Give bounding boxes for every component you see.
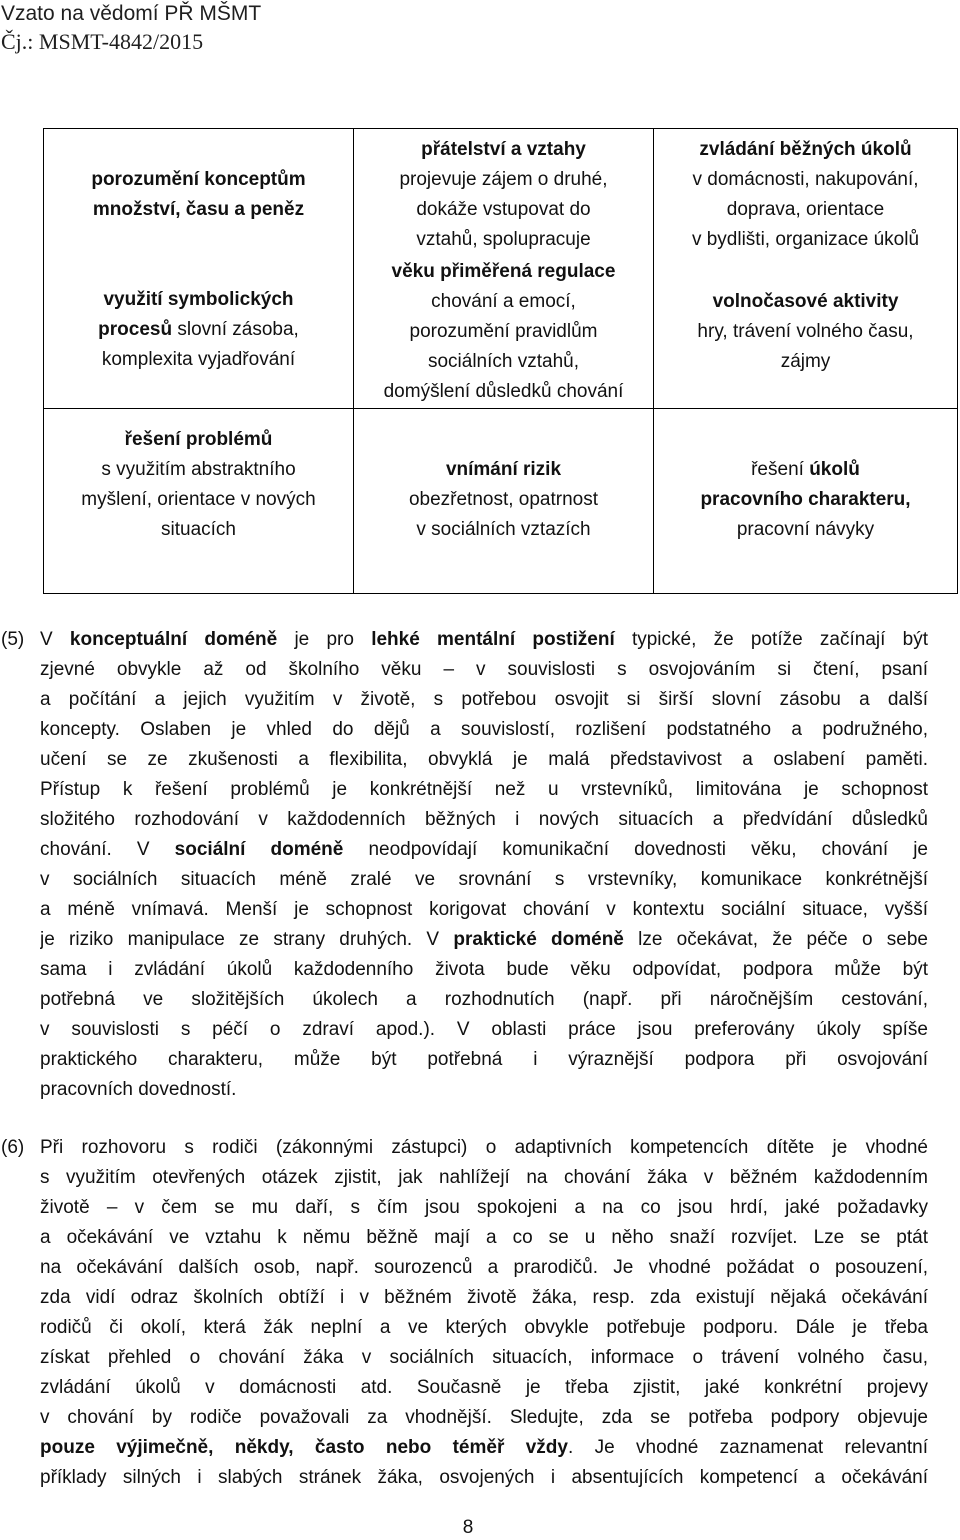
text-run: pracovních dovedností.: [40, 1079, 237, 1100]
bold-text-run: množství, času a peněz: [92, 199, 305, 220]
text-run: a méně vnímavá. Menší je schopnost korigovat chování v kontextu sociální situace, vyšší: [40, 899, 928, 920]
table-cell-item: [44, 285, 353, 375]
text-line: [354, 165, 653, 195]
text-run: vztahů, spolupracuje: [416, 229, 591, 250]
text-line: [354, 455, 653, 485]
text-line: [654, 225, 957, 255]
text-run: v domácnosti, nakupování,: [692, 169, 919, 190]
bold-text-run: praktické doméně: [453, 929, 624, 950]
text-run: v sociálních vztazích: [416, 519, 591, 540]
text-line: [654, 165, 957, 195]
text-run: lze očekávat, že péče o sebe: [623, 929, 928, 950]
text-line: [44, 345, 353, 375]
bold-text-run: zvládání běžných úkolů: [699, 139, 912, 160]
text-line: [40, 685, 928, 715]
table-cell-item: [654, 287, 957, 377]
text-run: zda vidí odraz školních obtíží i v běžném životě žáka, resp. zda existují nějaká očekávání: [40, 1287, 928, 1308]
text-line: [654, 195, 957, 225]
text-run: učení se ze zkušenosti a flexibilita, obvyklá je malá představivost a oslabení paměti.: [40, 749, 928, 770]
text-line: [654, 287, 957, 317]
text-run: s využitím abstraktního: [101, 459, 296, 480]
row-divider: [44, 408, 957, 409]
bold-text-run: věku přiměřená regulace: [391, 261, 616, 282]
bold-text-run: přátelství a vztahy: [421, 139, 586, 160]
text-run: je riziko manipulace ze strany druhých. V: [40, 929, 454, 950]
text-line: [354, 195, 653, 225]
text-line: [40, 1075, 928, 1105]
text-line: [40, 1163, 928, 1193]
text-run: chování. V: [40, 839, 175, 860]
text-line: [354, 257, 653, 287]
bold-text-run: lehké mentální postižení: [371, 629, 615, 650]
text-run: získat přehled o chování žáka v sociálních situacích, informace o trávení volného času,: [40, 1347, 928, 1368]
text-line: [654, 455, 957, 485]
text-run: rodičů či okolí, která žák neplní a ve kterých obvykle potřebuje podporu. Dále je třeba: [40, 1317, 928, 1338]
text-line: [44, 195, 353, 225]
text-run: chování a emocí,: [431, 291, 576, 312]
text-line: [40, 1313, 928, 1343]
bold-text-run: využití symbolických: [103, 289, 294, 310]
table-cell-item: [654, 455, 957, 545]
text-line: [654, 485, 957, 515]
paragraph-5-text: [40, 625, 928, 1105]
text-run: V: [40, 629, 70, 650]
paragraph-number: (5): [1, 629, 25, 650]
text-line: [654, 135, 957, 165]
table-cell-item: [44, 425, 353, 545]
bold-text-run: porozumění konceptům: [91, 169, 306, 190]
text-run: Při rozhovoru s rodiči (zákonnými zástupci) o adaptivních kompetencích dítěte je vhodné: [40, 1137, 928, 1158]
table-cell-item: [354, 257, 653, 407]
text-line: [40, 625, 928, 655]
text-line: [40, 955, 928, 985]
bold-text-run: úkolů: [809, 459, 860, 480]
text-line: [40, 985, 928, 1015]
text-line: [40, 1015, 928, 1045]
text-line: [44, 515, 353, 545]
text-run: zvládání úkolů v domácnosti atd. Současně je třeba zjistit, jaké konkrétní projevy: [40, 1377, 928, 1398]
text-run: situacích: [161, 519, 236, 540]
text-run: praktického charakteru, může být potřebná i výraznější podpora při osvojování: [40, 1049, 928, 1070]
text-run: a očekávání ve vztahu k němu běžně mají a co se u něho snaží rozvíjet. Lze se ptát: [40, 1227, 928, 1248]
text-line: [654, 347, 957, 377]
text-run: . Je vhodné zaznamenat relevantní: [567, 1437, 928, 1458]
text-run: sama i zvládání úkolů každodenního života bude věku odpovídat, podpora může být: [40, 959, 928, 980]
text-run: dokáže vstupovat do: [416, 199, 591, 220]
text-line: [40, 1133, 928, 1163]
text-run: projevuje zájem o druhé,: [399, 169, 608, 190]
text-run: v sociálních situacích méně zralé ve srovnání s vrstevníky, komunikace konkrétnější: [40, 869, 928, 890]
text-line: [354, 287, 653, 317]
text-run: je pro: [277, 629, 372, 650]
text-line: [40, 1193, 928, 1223]
text-line: [40, 1223, 928, 1253]
text-run: zájmy: [780, 351, 831, 372]
text-line: [44, 485, 353, 515]
text-run: myšlení, orientace v nových: [81, 489, 316, 510]
text-line: [40, 805, 928, 835]
text-line: [354, 225, 653, 255]
text-run: sociálních vztahů,: [427, 351, 580, 372]
text-line: [654, 515, 957, 545]
table-cell-item: [354, 455, 653, 545]
text-run: neodpovídají komunikační dovednosti věku, chování je: [343, 839, 928, 860]
page-number: 8: [462, 1517, 474, 1538]
text-line: [40, 925, 928, 955]
text-line: [40, 775, 928, 805]
paragraph-number: (6): [1, 1137, 25, 1158]
bold-text-run: pouze výjimečně, někdy, často nebo téměř vždy: [40, 1437, 568, 1458]
text-line: [44, 165, 353, 195]
table-cell-item: [44, 165, 353, 225]
approval-note: Vzato na vědomí PŘ MŠMT: [1, 2, 262, 25]
text-line: [40, 835, 928, 865]
text-line: [40, 715, 928, 745]
text-line: [40, 865, 928, 895]
bold-text-run: vnímání rizik: [445, 459, 562, 480]
text-line: [354, 485, 653, 515]
bold-text-run: řešení problémů: [124, 429, 273, 450]
text-line: [40, 1433, 928, 1463]
text-line: [40, 1403, 928, 1433]
text-line: [354, 377, 653, 407]
text-run: životě – v čem se mu daří, s čím jsou spokojeni a na co jsou hrdí, jaké požadavky: [40, 1197, 928, 1218]
text-run: slovní zásoba,: [172, 319, 299, 340]
text-line: [354, 317, 653, 347]
text-run: komplexita vyjadřování: [101, 349, 296, 370]
text-run: v chování by rodiče považovali za vhodnější. Sledujte, zda se potřeba podpory objevuje: [40, 1407, 928, 1428]
text-run: porozumění pravidlům: [409, 321, 598, 342]
text-run: zjevné obvykle až od školního věku – v souvislosti s osvojováním si čtení, psaní: [40, 659, 928, 680]
text-run: příklady silných i slabých stránek žáka, osvojených i absentujících kompetencí a očekávání: [40, 1467, 928, 1488]
text-run: na očekávání dalších osob, např. sourozenců a prarodičů. Je vhodné požádat o posouzení,: [40, 1257, 928, 1278]
bold-text-run: sociální doméně: [174, 839, 344, 860]
bold-text-run: procesů: [98, 319, 173, 340]
text-line: [40, 1343, 928, 1373]
reference-number: Čj.: MSMT-4842/2015: [1, 29, 204, 54]
text-line: [354, 135, 653, 165]
bold-text-run: pracovního charakteru,: [700, 489, 911, 510]
text-line: [40, 655, 928, 685]
text-line: [354, 515, 653, 545]
text-line: [40, 1253, 928, 1283]
table-cell-item: [354, 135, 653, 255]
text-line: [44, 425, 353, 455]
paragraph-6-text: [40, 1133, 928, 1493]
text-run: potřebná ve složitějších úkolech a rozhodnutích (např. při náročnějším cestování,: [40, 989, 928, 1010]
text-line: [40, 895, 928, 925]
text-line: [40, 1045, 928, 1075]
text-line: [40, 1373, 928, 1403]
text-line: [40, 1283, 928, 1313]
text-run: hry, trávení volného času,: [697, 321, 914, 342]
text-line: [44, 315, 353, 345]
text-line: [44, 285, 353, 315]
text-line: [354, 347, 653, 377]
bold-text-run: konceptuální doméně: [69, 629, 278, 650]
text-run: typické, že potíže začínají být: [614, 629, 928, 650]
text-run: složitého rozhodování v každodenních běžných i nových situacích a předvídání důsledků: [40, 809, 928, 830]
text-run: a počítání a jejich využitím v životě, s potřebou osvojit si širší slovní zásobu a další: [40, 689, 928, 710]
text-line: [44, 455, 353, 485]
text-run: řešení: [751, 459, 810, 480]
text-run: obezřetnost, opatrnost: [408, 489, 599, 510]
bold-text-run: volnočasové aktivity: [712, 291, 899, 312]
text-run: v bydlišti, organizace úkolů: [691, 229, 920, 250]
text-run: doprava, orientace: [726, 199, 885, 220]
text-run: Přístup k řešení problémů je konkrétnější než u vrstevníků, limitována je schopnost: [40, 779, 928, 800]
text-run: koncepty. Oslaben je vhled do dějů a souvislostí, rozlišení podstatného a podružného,: [40, 719, 928, 740]
text-line: [654, 317, 957, 347]
text-run: s využitím otevřených otázek zjistit, jak nahlížejí na chování žáka v běžném každodenním: [40, 1167, 928, 1188]
text-run: domýšlení důsledků chování: [383, 381, 624, 402]
text-run: pracovní návyky: [736, 519, 875, 540]
table-cell-item: [654, 135, 957, 255]
text-line: [40, 1463, 928, 1493]
text-line: [40, 745, 928, 775]
text-run: v souvislosti s péčí o zdraví apod.). V oblasti práce jsou preferovány úkoly spíše: [40, 1019, 928, 1040]
